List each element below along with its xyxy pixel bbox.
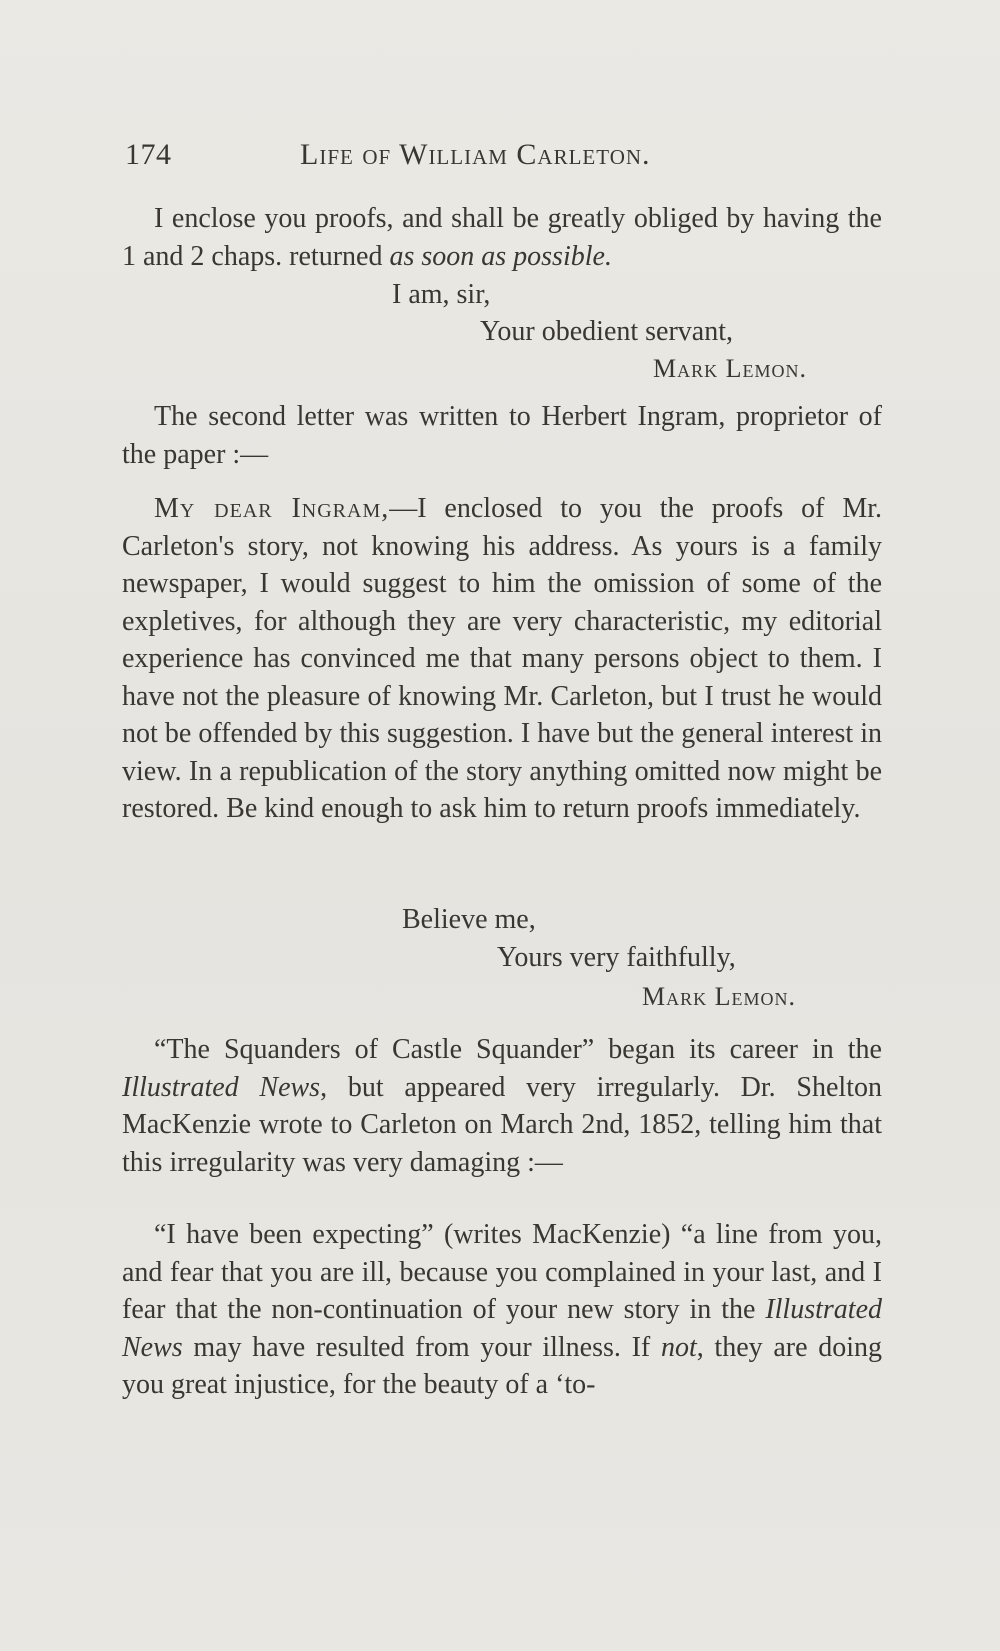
paragraph-proofs — [122, 200, 882, 275]
page-number: 174 — [125, 138, 172, 171]
italic-title: Illustrated News — [122, 1294, 882, 1363]
salutation: My dear Ingram, — [154, 493, 390, 524]
signature: Mark Lemon. — [642, 982, 797, 1011]
paragraph-text: , but appeared very irregularly. Dr. Shelton MacKenzie wrote to Carleton on March 2nd, 1852, telling him that this irregularity was very damaging :— — [122, 1071, 882, 1178]
italic-emphasis: not — [660, 1331, 697, 1363]
closing-line: I am, sir, — [392, 279, 491, 310]
italic-title: Illustrated News — [122, 1071, 321, 1103]
paragraph-text: I enclose you proofs, and shall be greatly obliged by having the 1 and 2 chaps. returned — [122, 203, 882, 272]
paragraph-text: may have resulted from your illness. If — [182, 1331, 661, 1363]
letter-body — [122, 490, 882, 828]
paragraph-mackenzie-quote — [122, 1216, 882, 1404]
paragraph-squanders — [122, 1031, 882, 1181]
paragraph-text: “I have been expecting” (writes MacKenzie) “a line from you, and fear that you are ill, because you complained in your last, and I fear that the non-continuation of your new story in the — [122, 1219, 882, 1325]
page-header — [125, 138, 925, 178]
paragraph-text: —I enclosed to you the proofs of Mr. Carleton's story, not knowing his address. As yours is a family newspaper, I would suggest to him the omission of some of the expletives, for although they are very characteristic, my editorial experience has convinced me that many persons object to them. I have not the pleasure of knowing Mr. Carleton, but I trust he would not be offended by this suggestion. I have but the general interest in view. In a republication of the story anything omitted now might be restored. Be kind enough to ask him to return proofs immediately. — [122, 493, 882, 824]
paragraph-text: “The Squanders of Castle Squander” began its career in the — [154, 1034, 882, 1065]
signature: Mark Lemon. — [653, 354, 808, 383]
running-title: Life of William Carleton. — [300, 138, 651, 171]
italic-emphasis: as soon as possible. — [389, 240, 612, 272]
closing-line: Yours very faithfully, — [497, 942, 736, 973]
paragraph-text: , they are doing you great injustice, for the beauty of a ‘to- — [122, 1331, 883, 1400]
closing-line: Your obedient servant, — [480, 316, 734, 347]
closing-line: Believe me, — [402, 904, 536, 935]
paragraph-text: The second letter was written to Herbert Ingram, proprietor of the paper :— — [122, 401, 882, 470]
paragraph-second-letter — [122, 398, 882, 473]
